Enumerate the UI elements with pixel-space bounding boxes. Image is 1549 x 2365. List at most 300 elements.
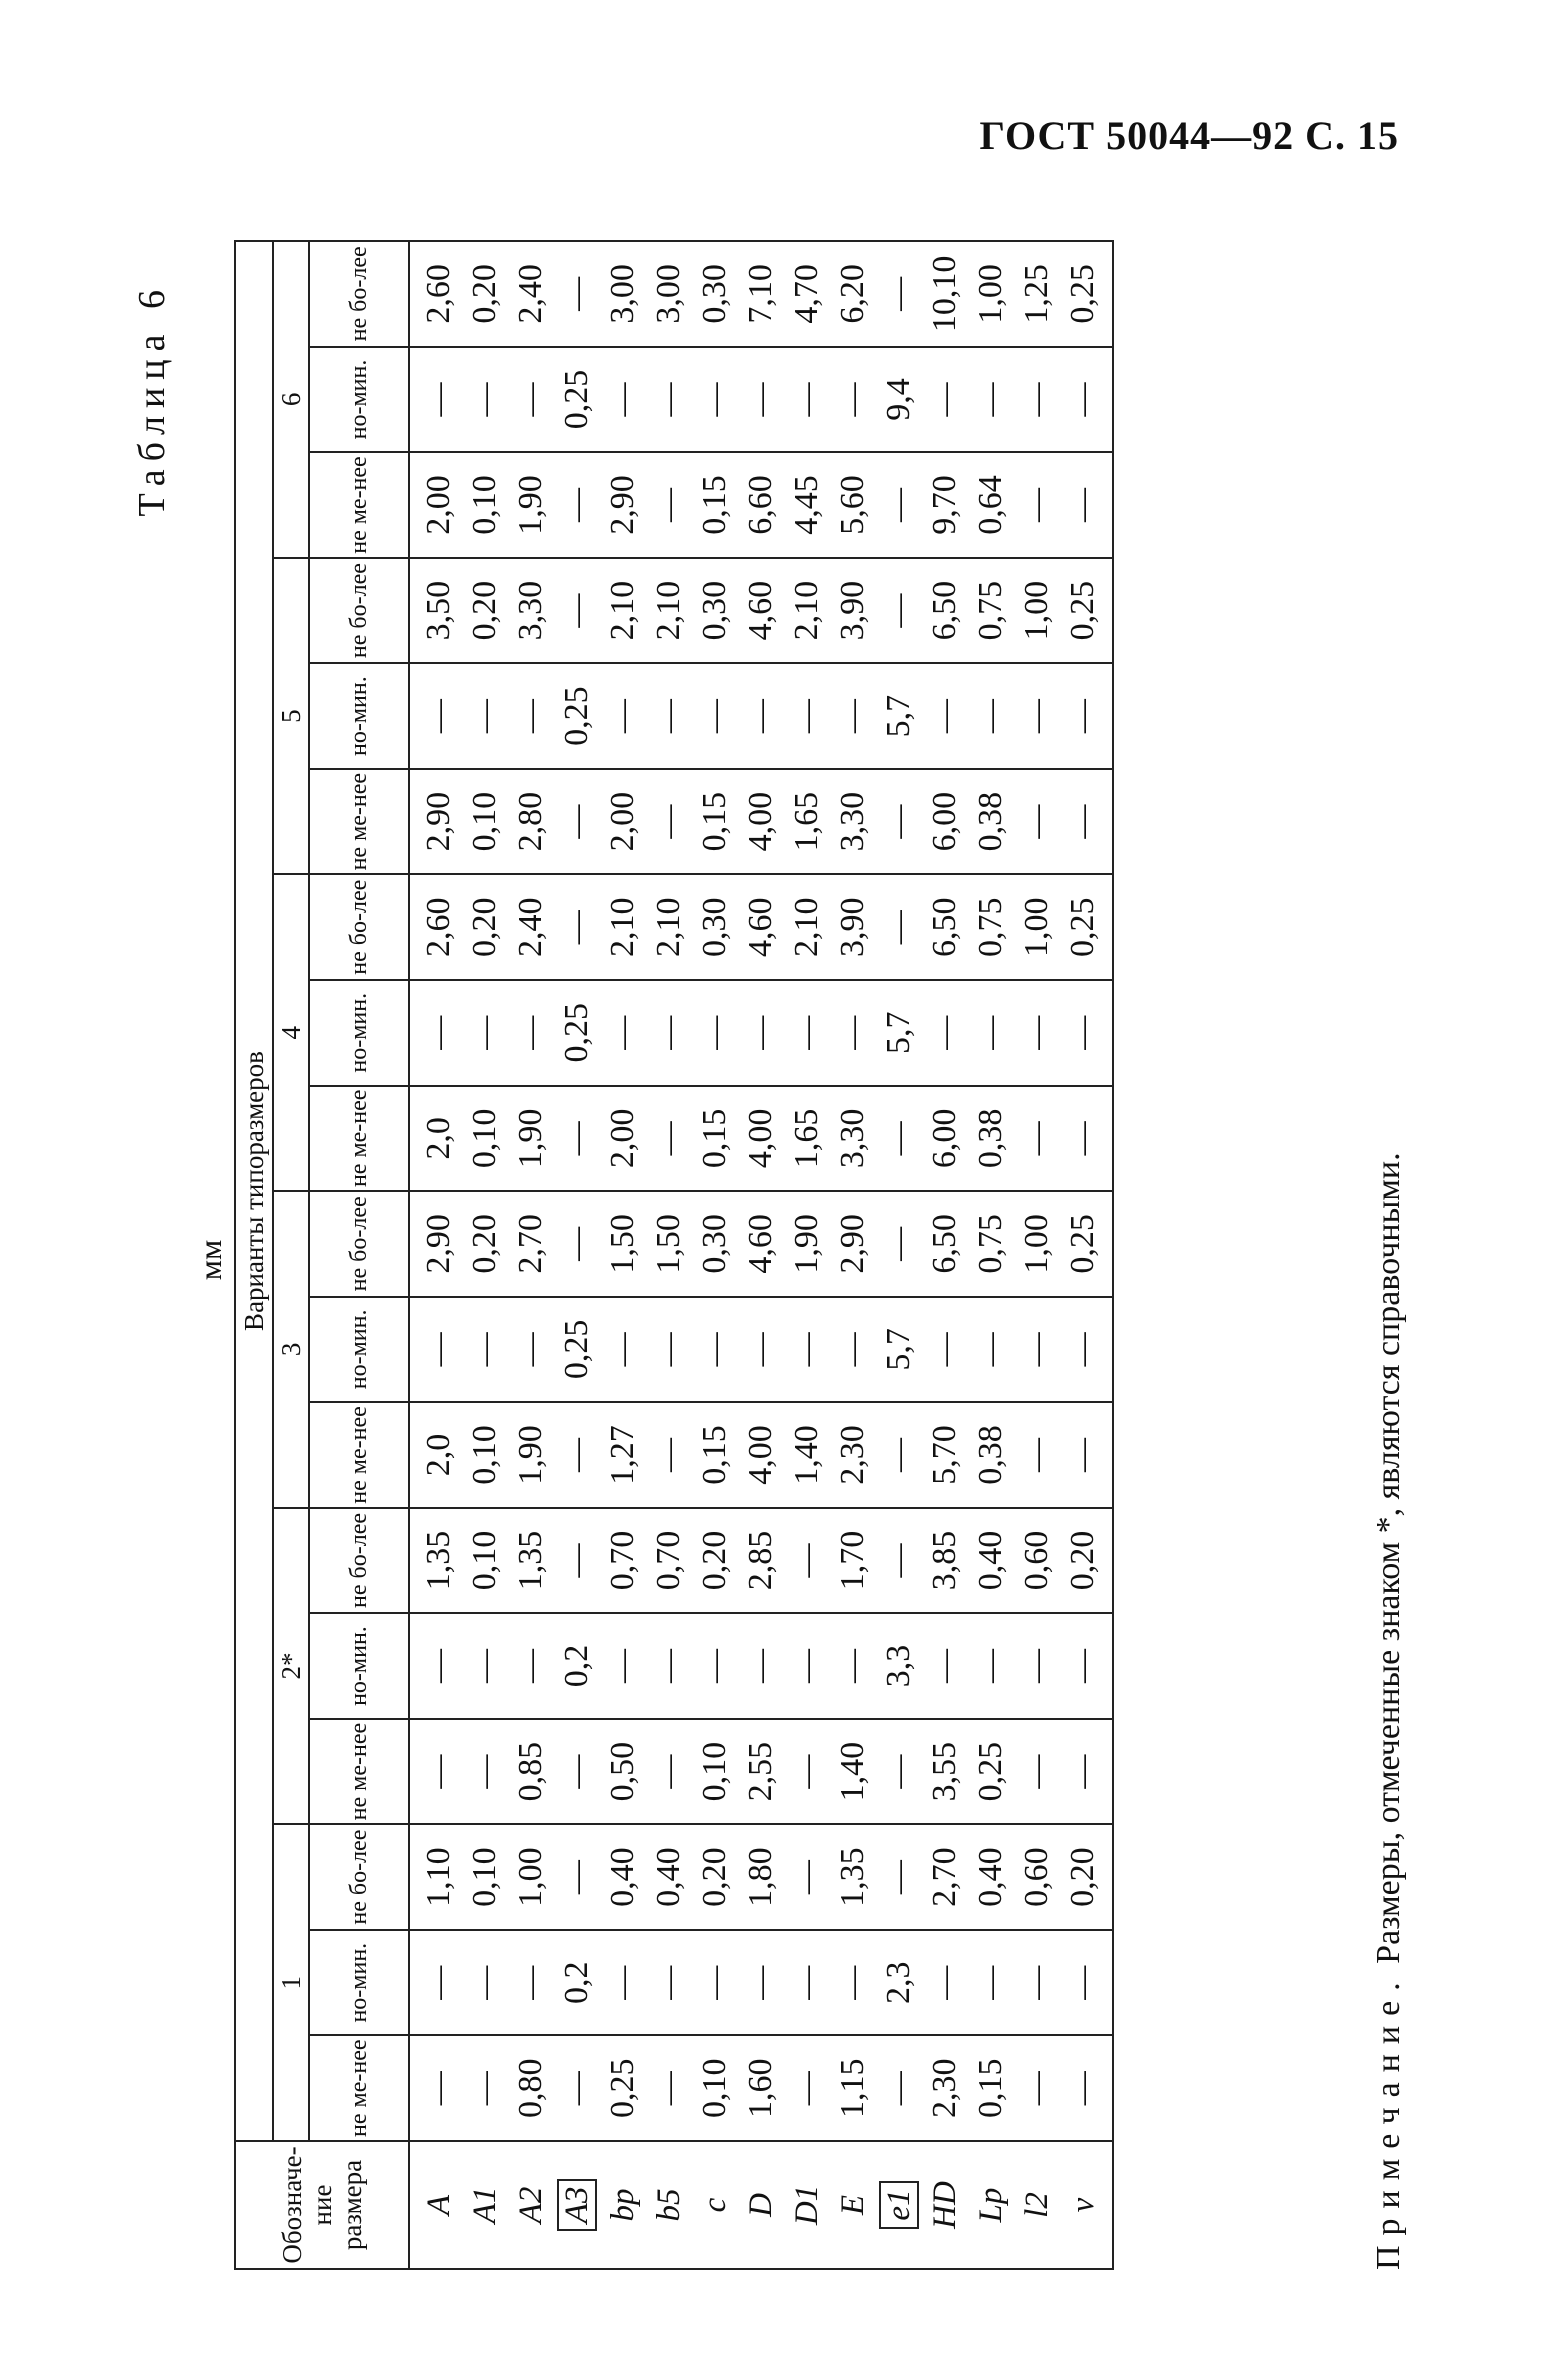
table-cell: — — [600, 663, 646, 769]
table-cell: 5,7 — [876, 663, 922, 769]
table-note — [1370, 1152, 1408, 2270]
sub-header: но-мин. — [309, 1613, 409, 1719]
dimension-label — [554, 2141, 600, 2269]
table-cell: — — [646, 1297, 692, 1403]
dimension-label — [922, 2141, 968, 2269]
table-cell: 1,65 — [784, 1086, 830, 1192]
table-row — [1060, 241, 1113, 2269]
table-cell: 6,50 — [922, 558, 968, 664]
table-cell: — — [922, 1613, 968, 1719]
table-cell: 2,10 — [600, 874, 646, 980]
table-cell: — — [600, 1930, 646, 2036]
table-cell: — — [922, 663, 968, 769]
dimension-label-text: l2 — [1018, 2192, 1055, 2218]
table-cell: — — [784, 1613, 830, 1719]
dimension-label — [738, 2141, 784, 2269]
table-cell: 2,85 — [738, 1508, 784, 1614]
table-cell: — — [646, 1613, 692, 1719]
table-cell: 1,35 — [409, 1508, 462, 1614]
table-cell: 1,00 — [508, 1824, 554, 1930]
table-cell: 0,25 — [1060, 558, 1113, 664]
table-cell: — — [554, 874, 600, 980]
table-cell: — — [554, 769, 600, 875]
table-cell: — — [1014, 1930, 1060, 2036]
table-cell: — — [876, 1191, 922, 1297]
table-cell: 0,75 — [968, 558, 1014, 664]
table-cell: 0,15 — [692, 452, 738, 558]
table-cell: — — [738, 1297, 784, 1403]
table-cell: — — [876, 241, 922, 347]
table-cell: 2,00 — [600, 1086, 646, 1192]
table-cell: — — [922, 1297, 968, 1403]
table-cell: 5,7 — [876, 1297, 922, 1403]
table-row — [830, 241, 876, 2269]
table-cell: — — [409, 1613, 462, 1719]
table-cell: — — [784, 980, 830, 1086]
table-cell: 1,50 — [600, 1191, 646, 1297]
table-cell: 1,90 — [508, 1402, 554, 1508]
table-cell: — — [1014, 1719, 1060, 1825]
table-cell: 4,60 — [738, 558, 784, 664]
table-cell: 2,40 — [508, 241, 554, 347]
table-cell: — — [922, 1930, 968, 2036]
table-cell: 1,60 — [738, 2035, 784, 2141]
variants-group-header: Варианты типоразмеров — [235, 241, 273, 2141]
table-cell: — — [876, 452, 922, 558]
table-cell: 0,2 — [554, 1930, 600, 2036]
dimension-label — [600, 2141, 646, 2269]
sub-header: не ме-нее — [309, 769, 409, 875]
table-cell: 0,20 — [462, 558, 508, 664]
table-row — [462, 241, 508, 2269]
table-cell: 1,35 — [508, 1508, 554, 1614]
table-cell: 0,80 — [508, 2035, 554, 2141]
table-cell: — — [508, 1297, 554, 1403]
table-row — [646, 241, 692, 2269]
table-cell: 3,90 — [830, 558, 876, 664]
table-cell: 0,40 — [600, 1824, 646, 1930]
table-cell: 0,38 — [968, 1402, 1014, 1508]
table-cell: 2,10 — [784, 874, 830, 980]
dimension-label-text: HD — [926, 2181, 963, 2229]
table-cell: — — [876, 1402, 922, 1508]
table-cell: 0,75 — [968, 1191, 1014, 1297]
units-label: мм — [192, 1239, 228, 1281]
table-cell: — — [508, 347, 554, 453]
sub-header: не бо-лее — [309, 1824, 409, 1930]
variant-header: 5 — [273, 558, 309, 875]
table-cell: — — [554, 558, 600, 664]
table-cell: 0,10 — [462, 1402, 508, 1508]
table-cell: — — [968, 1297, 1014, 1403]
rotated-content — [130, 240, 1450, 2280]
table-cell: 3,50 — [409, 558, 462, 664]
table-cell: — — [1060, 1719, 1113, 1825]
table-cell: 3,90 — [830, 874, 876, 980]
table-cell: 0,20 — [462, 241, 508, 347]
table-cell: 0,38 — [968, 769, 1014, 875]
sub-header: но-мин. — [309, 1297, 409, 1403]
table-cell: 0,30 — [692, 241, 738, 347]
table-cell: — — [784, 1824, 830, 1930]
table-cell: — — [646, 769, 692, 875]
variant-header: 3 — [273, 1191, 309, 1508]
table-cell: 1,00 — [1014, 874, 1060, 980]
table-cell: 6,50 — [922, 1191, 968, 1297]
table-cell: — — [876, 1719, 922, 1825]
table-cell: 4,00 — [738, 769, 784, 875]
table-cell: — — [646, 1719, 692, 1825]
table-cell: — — [1014, 980, 1060, 1086]
variant-header: 6 — [273, 241, 309, 558]
table-cell: — — [830, 980, 876, 1086]
table-cell: — — [462, 1613, 508, 1719]
sub-header: но-мин. — [309, 980, 409, 1086]
table-cell: — — [409, 1297, 462, 1403]
table-cell: 0,20 — [462, 1191, 508, 1297]
table-cell: — — [554, 241, 600, 347]
table-cell: 1,80 — [738, 1824, 784, 1930]
table-cell: 0,10 — [462, 452, 508, 558]
dimension-label-text: A1 — [466, 2186, 503, 2224]
table-cell: 0,25 — [554, 663, 600, 769]
table-cell: 2,00 — [600, 769, 646, 875]
table-cell: — — [409, 2035, 462, 2141]
table-cell: 3,00 — [600, 241, 646, 347]
sub-header: не бо-лее — [309, 874, 409, 980]
table-cell: — — [876, 1508, 922, 1614]
table-cell: 3,00 — [646, 241, 692, 347]
table-row — [968, 241, 1014, 2269]
table-cell: 1,50 — [646, 1191, 692, 1297]
dimension-label-text: A3 — [557, 2179, 597, 2232]
table-cell: 1,27 — [600, 1402, 646, 1508]
dimension-label-text: c — [696, 2197, 733, 2213]
table-cell: 0,20 — [1060, 1508, 1113, 1614]
table-cell: 2,60 — [409, 874, 462, 980]
table-cell: 1,65 — [784, 769, 830, 875]
table-cell: 0,10 — [692, 1719, 738, 1825]
table-cell: — — [508, 1613, 554, 1719]
table-cell: 2,90 — [830, 1191, 876, 1297]
table-cell: 3,3 — [876, 1613, 922, 1719]
table-cell: 0,25 — [554, 1297, 600, 1403]
table-cell: — — [409, 980, 462, 1086]
table-cell: — — [462, 347, 508, 453]
table-cell: — — [646, 452, 692, 558]
table-cell: 2,60 — [409, 241, 462, 347]
table-cell: 0,25 — [554, 980, 600, 1086]
sub-header: не ме-нее — [309, 1719, 409, 1825]
table-cell: — — [600, 1297, 646, 1403]
table-cell: 1,40 — [830, 1719, 876, 1825]
table-cell: 6,60 — [738, 452, 784, 558]
sub-header: не ме-нее — [309, 452, 409, 558]
table-cell: 0,20 — [692, 1824, 738, 1930]
table-cell: 1,35 — [830, 1824, 876, 1930]
table-cell: 0,38 — [968, 1086, 1014, 1192]
sub-header: не бо-лее — [309, 558, 409, 664]
table-cell: — — [738, 1613, 784, 1719]
table-cell: — — [508, 980, 554, 1086]
table-row — [508, 241, 554, 2269]
table-cell: — — [600, 347, 646, 453]
table-cell: — — [968, 663, 1014, 769]
table-cell: — — [1014, 769, 1060, 875]
sub-header: не бо-лее — [309, 1508, 409, 1614]
sub-header: не бо-лее — [309, 1191, 409, 1297]
table-cell: 0,20 — [462, 874, 508, 980]
dimension-label-text: Lp — [972, 2187, 1009, 2223]
table-cell: 1,00 — [1014, 558, 1060, 664]
dimension-label-text: v — [1064, 2197, 1101, 2213]
dimension-label-text: A2 — [512, 2186, 549, 2224]
table-cell: — — [692, 1297, 738, 1403]
table-cell: 0,50 — [600, 1719, 646, 1825]
table-cell: 5,60 — [830, 452, 876, 558]
table-cell: 4,70 — [784, 241, 830, 347]
table-cell: 9,70 — [922, 452, 968, 558]
table-cell: 0,25 — [1060, 241, 1113, 347]
table-cell: — — [1060, 1086, 1113, 1192]
table-cell: 0,15 — [692, 1086, 738, 1192]
variant-header: 2* — [273, 1508, 309, 1825]
table-cell: — — [554, 1824, 600, 1930]
variant-header: 4 — [273, 874, 309, 1191]
table-cell: — — [646, 1086, 692, 1192]
table-row — [784, 241, 830, 2269]
table-cell: 0,15 — [692, 769, 738, 875]
table-cell: 0,25 — [554, 347, 600, 453]
table-cell: — — [876, 2035, 922, 2141]
table-cell: — — [876, 769, 922, 875]
dimension-label — [876, 2141, 922, 2269]
table-cell: — — [784, 1930, 830, 2036]
dimension-label — [968, 2141, 1014, 2269]
table-cell: 6,00 — [922, 769, 968, 875]
table-cell: — — [600, 980, 646, 1086]
table-cell: — — [646, 980, 692, 1086]
table-cell: 0,60 — [1014, 1508, 1060, 1614]
table-cell: — — [1014, 1613, 1060, 1719]
table-cell: 4,45 — [784, 452, 830, 558]
table-cell: — — [508, 1930, 554, 2036]
table-cell: — — [692, 347, 738, 453]
table-cell: 2,55 — [738, 1719, 784, 1825]
table-row — [692, 241, 738, 2269]
sub-header: не бо-лее — [309, 241, 409, 347]
table-cell: 4,60 — [738, 874, 784, 980]
table-cell: — — [1014, 663, 1060, 769]
table-cell: 0,10 — [462, 1508, 508, 1614]
table-cell: — — [692, 1930, 738, 2036]
table-cell: 0,40 — [968, 1508, 1014, 1614]
sub-header: не ме-нее — [309, 1086, 409, 1192]
table-cell: — — [1060, 1930, 1113, 2036]
table-cell: — — [876, 1824, 922, 1930]
table-cell: — — [554, 1402, 600, 1508]
dimension-label-text: D1 — [788, 2184, 825, 2226]
table-cell: 0,10 — [462, 1824, 508, 1930]
table-cell: 0,30 — [692, 1191, 738, 1297]
dimensions-table — [234, 240, 1114, 2270]
table-cell: — — [876, 1086, 922, 1192]
table-cell: — — [738, 347, 784, 453]
table-cell: — — [692, 663, 738, 769]
table-cell: 1,90 — [784, 1191, 830, 1297]
table-cell: 2,10 — [784, 558, 830, 664]
table-cell: — — [1060, 769, 1113, 875]
table-cell: 5,7 — [876, 980, 922, 1086]
dimension-label — [1014, 2141, 1060, 2269]
dimension-label — [646, 2141, 692, 2269]
table-row — [876, 241, 922, 2269]
table-cell: — — [1014, 1086, 1060, 1192]
table-cell: 0,70 — [646, 1508, 692, 1614]
dimension-label — [1060, 2141, 1113, 2269]
sub-header: но-мин. — [309, 347, 409, 453]
table-cell: 1,00 — [968, 241, 1014, 347]
table-cell: 2,3 — [876, 1930, 922, 2036]
table-cell: 1,90 — [508, 452, 554, 558]
table-cell: 0,30 — [692, 558, 738, 664]
table-cell: 1,00 — [1014, 1191, 1060, 1297]
dimension-label — [462, 2141, 508, 2269]
table-cell: — — [554, 1719, 600, 1825]
table-cell: — — [830, 1930, 876, 2036]
table-cell: — — [462, 2035, 508, 2141]
table-cell: — — [784, 2035, 830, 2141]
table-cell: — — [646, 663, 692, 769]
table-cell: — — [1014, 452, 1060, 558]
table-cell: — — [784, 663, 830, 769]
variant-header: 1 — [273, 1824, 309, 2141]
table-cell: — — [968, 1930, 1014, 2036]
table-cell: 1,10 — [409, 1824, 462, 1930]
table-cell: 0,20 — [692, 1508, 738, 1614]
table-cell: 0,10 — [692, 2035, 738, 2141]
table-cell: 3,30 — [508, 558, 554, 664]
table-cell: 2,10 — [646, 558, 692, 664]
table-cell: 0,40 — [968, 1824, 1014, 1930]
table-cell: 2,70 — [922, 1824, 968, 1930]
table-cell: 0,20 — [1060, 1824, 1113, 1930]
table-cell: — — [554, 1191, 600, 1297]
table-cell: 0,15 — [968, 2035, 1014, 2141]
note-text: Размеры, отмеченные знаком *, являются справочными. — [1370, 1152, 1407, 1964]
table-cell: — — [1060, 1297, 1113, 1403]
dimension-label — [830, 2141, 876, 2269]
table-cell: 2,90 — [409, 769, 462, 875]
table-cell: — — [968, 980, 1014, 1086]
table-cell: — — [1060, 1613, 1113, 1719]
table-cell: 0,40 — [646, 1824, 692, 1930]
table-row — [1014, 241, 1060, 2269]
table-row — [738, 241, 784, 2269]
table-cell: 1,70 — [830, 1508, 876, 1614]
table-cell: — — [1014, 2035, 1060, 2141]
table-cell: — — [462, 1297, 508, 1403]
table-cell: 0,25 — [1060, 1191, 1113, 1297]
sub-header: но-мин. — [309, 1930, 409, 2036]
table-cell: 0,30 — [692, 874, 738, 980]
table-cell: — — [1014, 347, 1060, 453]
table-cell: 0,60 — [1014, 1824, 1060, 1930]
dimension-label — [692, 2141, 738, 2269]
table-cell: 2,80 — [508, 769, 554, 875]
table-cell: — — [1060, 1402, 1113, 1508]
table-cell: — — [409, 663, 462, 769]
dimension-label-text: b5 — [650, 2188, 687, 2222]
table-cell: 2,00 — [409, 452, 462, 558]
table-cell: — — [738, 1930, 784, 2036]
table-cell: — — [462, 1719, 508, 1825]
table-caption: Таблица 6 — [131, 282, 173, 517]
table-cell: 9,4 — [876, 347, 922, 453]
table-cell: 1,90 — [508, 1086, 554, 1192]
table-cell: — — [922, 347, 968, 453]
dimension-label — [409, 2141, 462, 2269]
table-cell: — — [876, 558, 922, 664]
table-cell: 3,30 — [830, 1086, 876, 1192]
dimension-label-text: bp — [604, 2188, 641, 2222]
table-cell: 2,30 — [922, 2035, 968, 2141]
table-cell: 4,00 — [738, 1086, 784, 1192]
table-cell: 0,25 — [968, 1719, 1014, 1825]
table-cell: — — [830, 663, 876, 769]
table-cell: 1,40 — [784, 1402, 830, 1508]
dimension-label — [508, 2141, 554, 2269]
table-cell: — — [646, 1402, 692, 1508]
page-header: ГОСТ 50044—92 С. 15 — [979, 113, 1399, 158]
table-cell: — — [784, 347, 830, 453]
table-cell: — — [1060, 2035, 1113, 2141]
table-cell: 2,10 — [600, 558, 646, 664]
table-cell: — — [876, 874, 922, 980]
table-cell: 2,0 — [409, 1086, 462, 1192]
table-cell: 3,30 — [830, 769, 876, 875]
table-cell: 10,10 — [922, 241, 968, 347]
table-cell: 5,70 — [922, 1402, 968, 1508]
table-cell: — — [1060, 347, 1113, 453]
table-row — [922, 241, 968, 2269]
table-cell: — — [1060, 663, 1113, 769]
dimension-label-text: D — [742, 2193, 779, 2217]
table-cell: 0,75 — [968, 874, 1014, 980]
table-cell: 2,0 — [409, 1402, 462, 1508]
table-cell: — — [409, 347, 462, 453]
table-cell: — — [462, 663, 508, 769]
table-cell: — — [830, 1613, 876, 1719]
table-cell: 2,10 — [646, 874, 692, 980]
table-row — [409, 241, 462, 2269]
table-cell: 1,15 — [830, 2035, 876, 2141]
table-cell: 3,85 — [922, 1508, 968, 1614]
table-cell: — — [738, 980, 784, 1086]
table-cell: — — [554, 1086, 600, 1192]
table-cell: 0,25 — [1060, 874, 1113, 980]
table-cell: 3,55 — [922, 1719, 968, 1825]
table-cell: — — [646, 347, 692, 453]
table-cell: — — [1060, 452, 1113, 558]
table-cell: — — [784, 1297, 830, 1403]
table-cell: 0,15 — [692, 1402, 738, 1508]
dimension-label-text: E — [834, 2194, 871, 2216]
table-cell: 2,40 — [508, 874, 554, 980]
table-cell: — — [968, 1613, 1014, 1719]
table-cell: 0,70 — [600, 1508, 646, 1614]
table-cell: — — [508, 663, 554, 769]
